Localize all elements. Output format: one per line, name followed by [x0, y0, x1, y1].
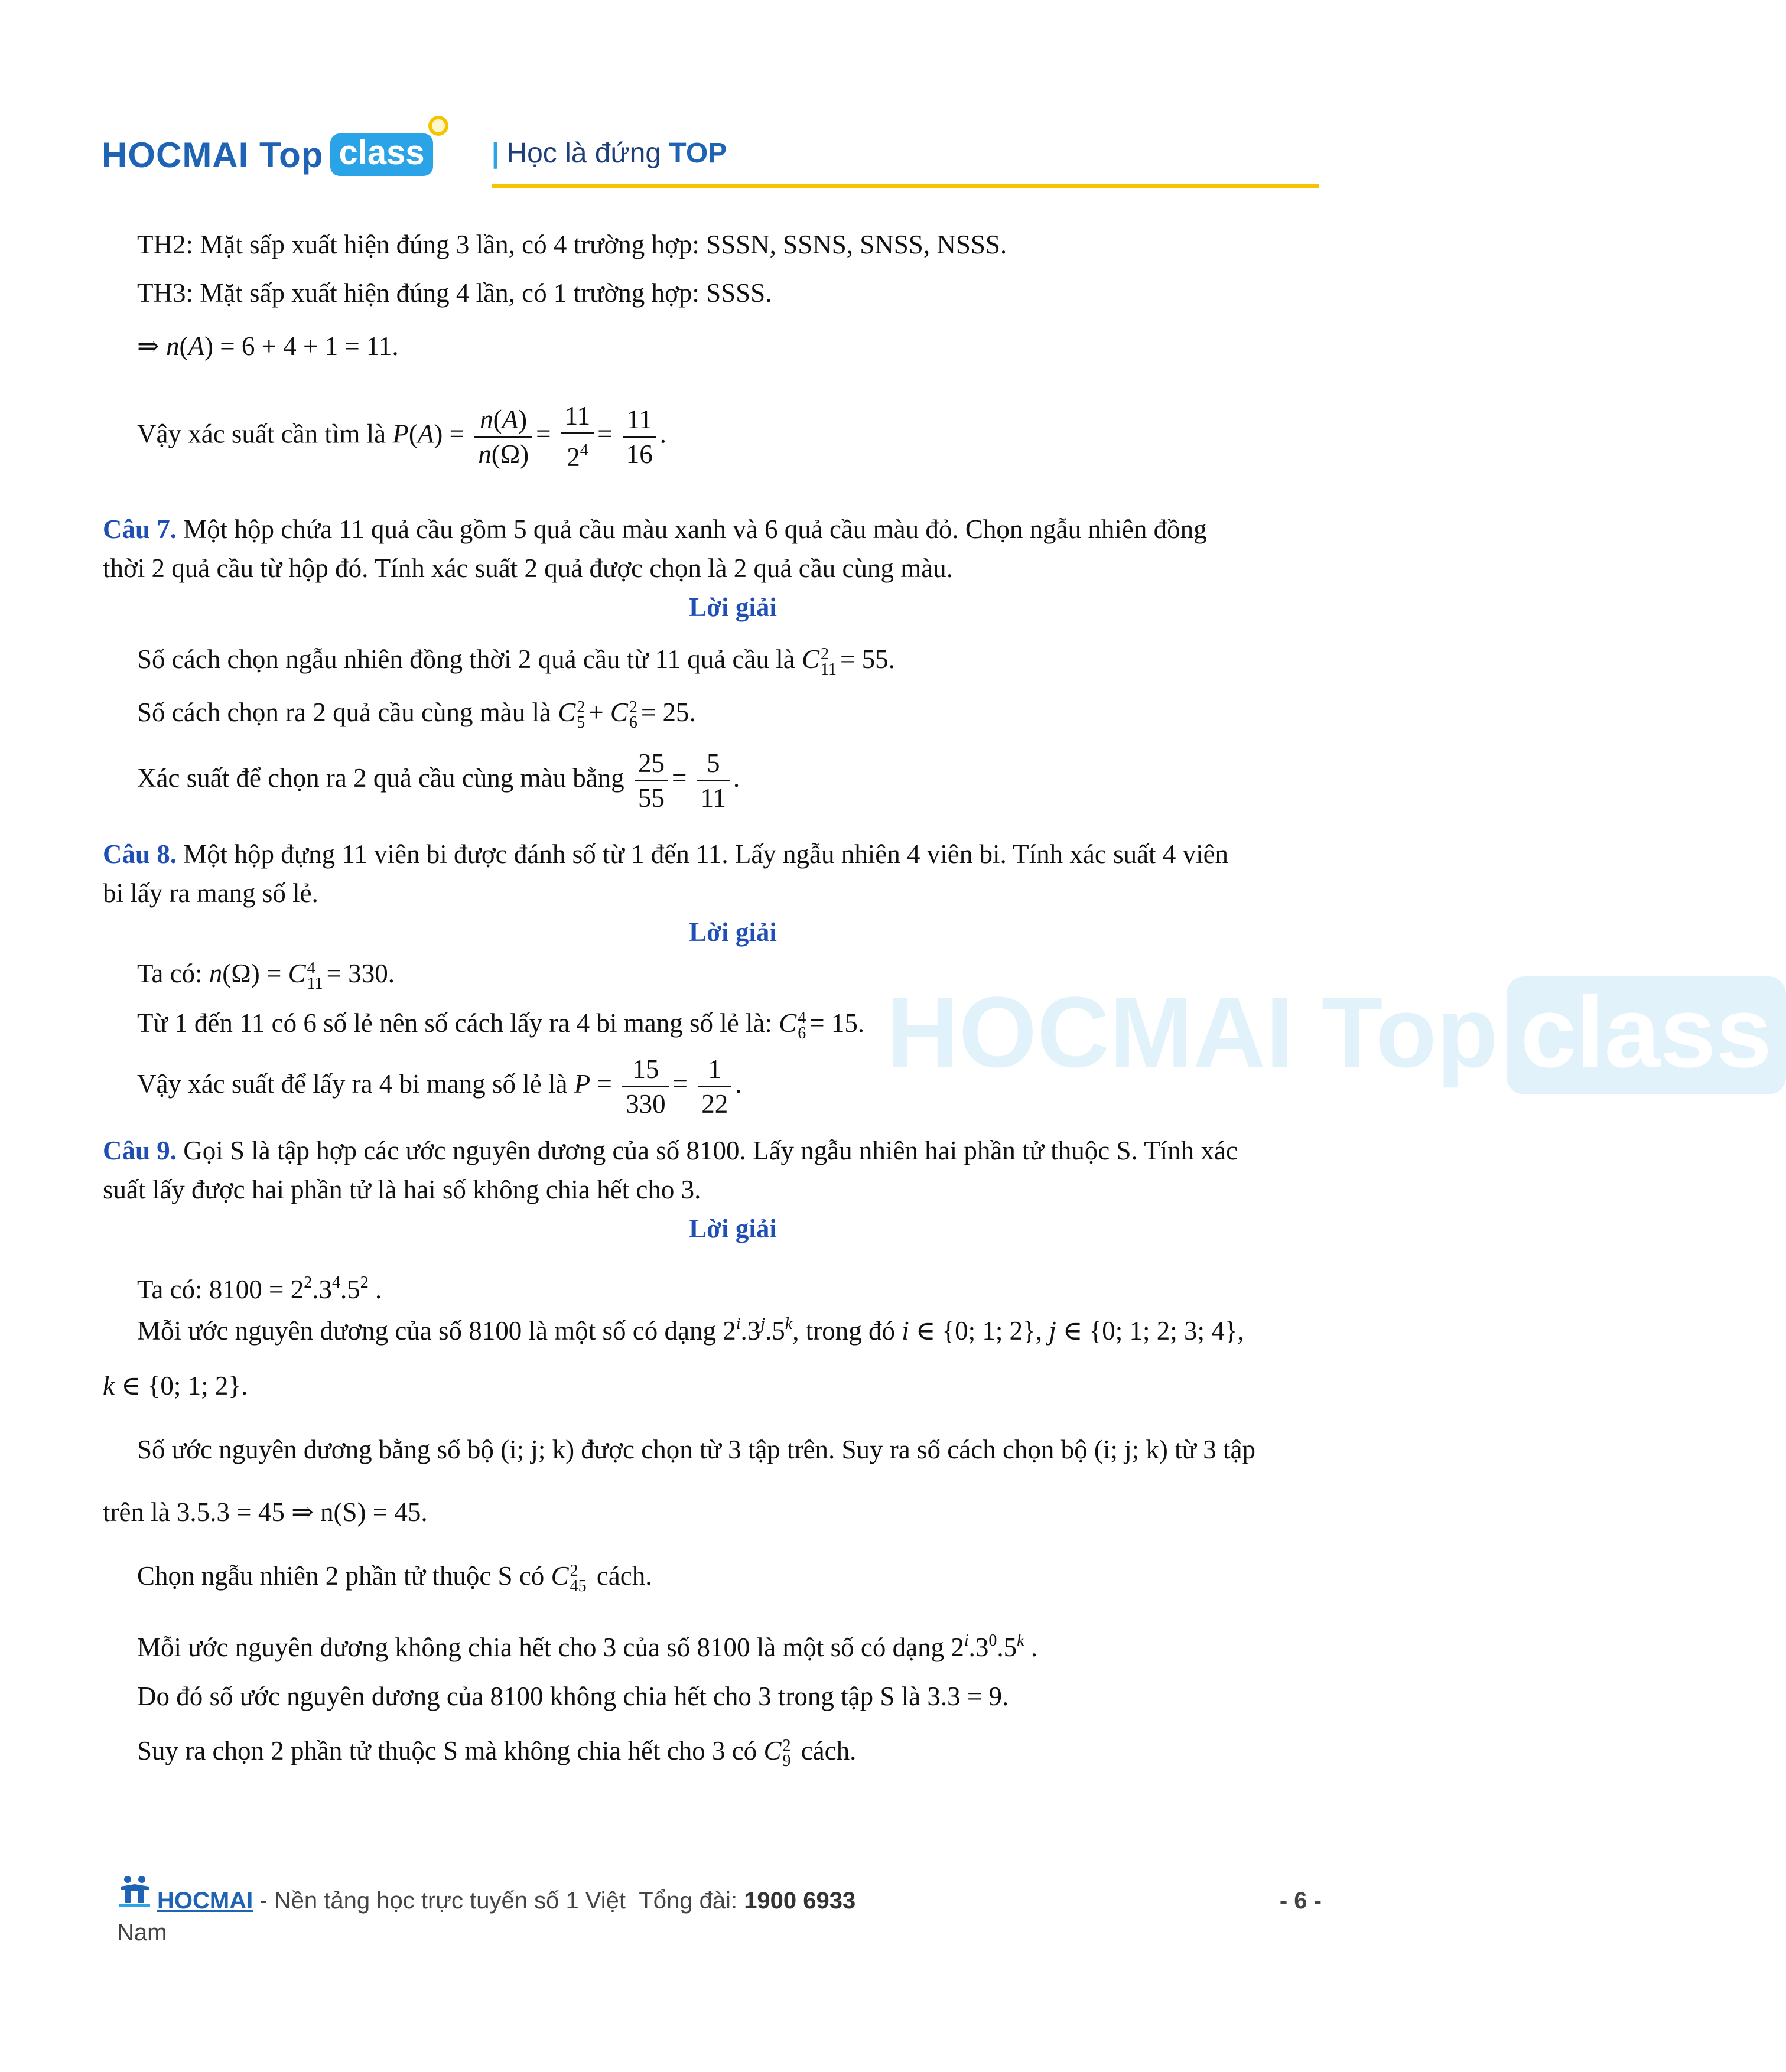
prob-prefix: Vậy xác suất cần tìm là: [137, 419, 386, 449]
fraction-11-over-16: $\frac{11}{16}$: [623, 403, 656, 471]
q8-step2: Từ 1 đến 11 có 6 số lẻ nên số cách lấy ra 4 bi mang số lẻ là: C 4 6 = 15.: [137, 1008, 865, 1042]
footer-nam: Nam: [117, 1920, 167, 1946]
q7-step2: Số cách chọn ra 2 quả cầu cùng màu là C 2 5 + C 2 6 = 25.: [137, 698, 696, 732]
logo-main-text: HOCMAI Top: [102, 135, 324, 175]
prob-line: Vậy xác suất cần tìm là P(A) = $\frac{n(A)}{n(\Omega)}$ = $\frac{11}{2^4}$ = $\frac{11}{16}$ .: [137, 399, 666, 474]
q9-step4: Số ước nguyên dương bằng số bộ (i; j; k) được chọn từ 3 tập trên. Suy ra số cách chọn bộ (i; j; k) từ 3 tập: [137, 1435, 1256, 1464]
question-7-line2: thời 2 quả cầu từ hộp đó. Tính xác suất 2 quả được chọn là 2 quả cầu cùng màu.: [103, 553, 953, 583]
watermark-main: HOCMAI Top: [886, 976, 1498, 1089]
footer-hotline: 1900 6933: [744, 1888, 856, 1914]
header-rule: [492, 184, 1319, 188]
q9-step8: Do đó số ước nguyên dương của 8100 không chia hết cho 3 trong tập S là 3.3 = 9.: [137, 1682, 1009, 1711]
q7-step3: Xác suất để chọn ra 2 quả cầu cùng màu bằng $\frac{25}{55}$ = $\frac{5}{11}$ .: [137, 747, 740, 815]
question-8-text: Một hộp đựng 11 viên bi được đánh số từ 1 đến 11. Lấy ngẫu nhiên 4 viên bi. Tính xác suất 4 viên: [177, 839, 1229, 869]
question-8-line1: [103, 839, 1228, 869]
tagline-emphasis: TOP: [669, 138, 727, 169]
q7-solution-label: Lời giải: [689, 592, 777, 622]
question-7-label: Câu 7.: [103, 514, 177, 544]
footer-text: [157, 1888, 855, 1914]
footer-hotline-label: Tổng đài:: [639, 1888, 738, 1914]
q8-step1: Ta có: n(Ω) = C 4 11 = 330.: [137, 959, 395, 993]
implies-symbol: ⇒: [137, 331, 160, 361]
q9-step9: Suy ra chọn 2 phần tử thuộc S mà không chia hết cho 3 có C 2 9 cách.: [137, 1736, 857, 1770]
tagline-prefix: Học là đứng: [506, 138, 669, 169]
question-8-line2: bi lấy ra mang số lẻ.: [103, 878, 318, 908]
question-7-line1: [103, 514, 1207, 545]
footer-brand-link[interactable]: HOCMAI: [157, 1888, 253, 1914]
footer-slogan: - Nền tảng học trực tuyến số 1 Việt: [253, 1888, 626, 1914]
question-9-label: Câu 9.: [103, 1136, 177, 1165]
hocmai-people-icon: [117, 1874, 152, 1908]
q9-step3: k ∈ {0; 1; 2}.: [103, 1371, 248, 1400]
q9-step6: Chọn ngẫu nhiên 2 phần tử thuộc S có C 2 45 cách.: [137, 1561, 652, 1595]
hocmai-topclass-logo: [102, 133, 433, 176]
nA-result: = 6 + 4 + 1 = 11.: [220, 331, 399, 361]
q8-step3: Vậy xác suất để lấy ra 4 bi mang số lẻ là P = $\frac{15}{330}$ = $\frac{1}{22}$ .: [137, 1053, 742, 1120]
logo-class-text: class: [339, 133, 425, 172]
question-7-text: Một hộp chứa 11 quả cầu gồm 5 quả cầu màu xanh và 6 quả cầu màu đỏ. Chọn ngẫu nhiên đồng: [177, 514, 1207, 544]
page-number: - 6 -: [1279, 1888, 1322, 1914]
logo-class-badge: [330, 133, 432, 176]
header-tagline: [492, 137, 727, 170]
q9-step5: trên là 3.5.3 = 45 ⇒ n(S) = 45.: [103, 1497, 428, 1527]
question-9-text: Gọi S là tập hợp các ước nguyên dương của số 8100. Lấy ngẫu nhiên hai phần tử thuộc S. Tính xác: [177, 1136, 1238, 1165]
watermark: [886, 975, 1786, 1090]
q9-step1: Ta có: $8100 = 2^2.3^4.5^2$ .: [137, 1273, 382, 1304]
th3-line: TH3: Mặt sấp xuất hiện đúng 4 lần, có 1 trường hợp: SSSS.: [137, 278, 772, 308]
q9-step2: Mỗi ước nguyên dương của số 8100 là một số có dạng 2$^i$.3$^j$.5$^k$, trong đó i ∈ {0; 1; 2}, j ∈ {0; 1; 2; 3; 4},: [137, 1315, 1244, 1346]
fraction-11-over-2pow4: $\frac{11}{2^4}$: [561, 399, 594, 474]
watermark-class: class: [1507, 976, 1786, 1094]
question-9-line2: suất lấy được hai phần tử là hai số không chia hết cho 3.: [103, 1175, 701, 1204]
th2-line: TH2: Mặt sấp xuất hiện đúng 3 lần, có 4 trường hợp: SSSN, SSNS, SNSS, NSSS.: [137, 230, 1007, 259]
q8-solution-label: Lời giải: [689, 917, 777, 947]
question-9-line1: [103, 1135, 1238, 1166]
nA-line: ⇒ n(A) = 6 + 4 + 1 = 11.: [137, 331, 399, 361]
q9-step7: Mỗi ước nguyên dương không chia hết cho 3 của số 8100 là một số có dạng $2^i.3^0.5^k$ .: [137, 1631, 1038, 1662]
sun-icon: [428, 116, 448, 136]
question-8-label: Câu 8.: [103, 839, 177, 869]
q9-solution-label: Lời giải: [689, 1214, 777, 1243]
q7-step1: Số cách chọn ngẫu nhiên đồng thời 2 quả cầu từ 11 quả cầu là C 2 11 = 55.: [137, 644, 895, 679]
fraction-nA-nOmega: $\frac{n(A)}{n(\Omega)}$: [474, 403, 532, 471]
tagline-divider: |: [492, 138, 500, 169]
